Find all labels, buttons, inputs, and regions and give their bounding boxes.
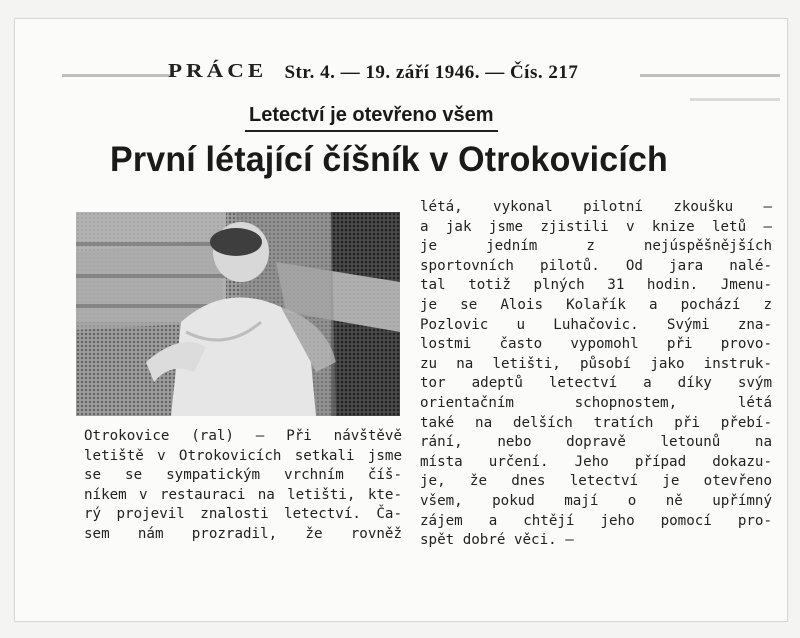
text-line: všem, pokud mají o ně upřímný (420, 492, 772, 509)
text-line: níkem v restauraci na letišti, kte- (84, 486, 402, 503)
right-column (420, 198, 772, 551)
text-line: sem nám prozradil, že rovněž (84, 525, 402, 542)
text-line: se se sympatickým vrchním číš- (84, 467, 402, 484)
text-line: Otrokovice (ral) — Při návštěvě (84, 428, 402, 444)
left-column (84, 427, 402, 545)
text-line: místa určení. Jeho případ dokazu- (420, 453, 772, 470)
text-line: rý projevil znalosti letectví. Ča- (84, 506, 402, 523)
text-line: je se Alois Kolařík a pochází z (420, 296, 772, 313)
text-line: spět dobré věci. — (420, 532, 574, 549)
text-line: a jak jsme zjistili v knize letů — (420, 218, 772, 235)
text-line: létá, vykonal pilotní zkoušku — (420, 199, 772, 215)
text-line: je jedním z nejúspěšnějších (420, 238, 772, 255)
print-scuff (690, 98, 780, 101)
headline: První létající číšník v Otrokovicích (110, 140, 668, 179)
header-line (50, 58, 770, 88)
text-line: sportovních pilotů. Od jara nalé- (420, 257, 772, 274)
text-line: také na delších tratích při přebí- (420, 414, 772, 431)
text-line: rání, nebo dopravě letounů na (420, 434, 772, 451)
header-info: Str. 4. — 19. září 1946. — Čís. 217 (284, 62, 579, 83)
kicker: Letectví je otevřeno všem (245, 104, 498, 132)
text-line: tor adeptů letectví a díky svým (420, 375, 772, 392)
masthead: PRÁCE (168, 59, 268, 82)
text-line: lostmi často vypomohl při provo- (420, 336, 772, 353)
waiter-photo (76, 212, 400, 416)
text-line: zájem a chtějí jeho pomocí pro- (420, 512, 772, 529)
text-line: Pozlovic u Luhačovic. Svými zna- (420, 316, 772, 333)
text-line: tal totiž plných 31 hodin. Jmenu- (420, 277, 772, 294)
text-line: letiště v Otrokovicích setkali jsme (84, 447, 402, 464)
text-line: orientačním schopnostem, létá (420, 394, 772, 411)
photo-image (76, 212, 400, 416)
text-line: je, že dnes letectví je otevřeno (420, 473, 772, 490)
text-line: zu na letišti, působí jako instruk- (420, 355, 772, 372)
